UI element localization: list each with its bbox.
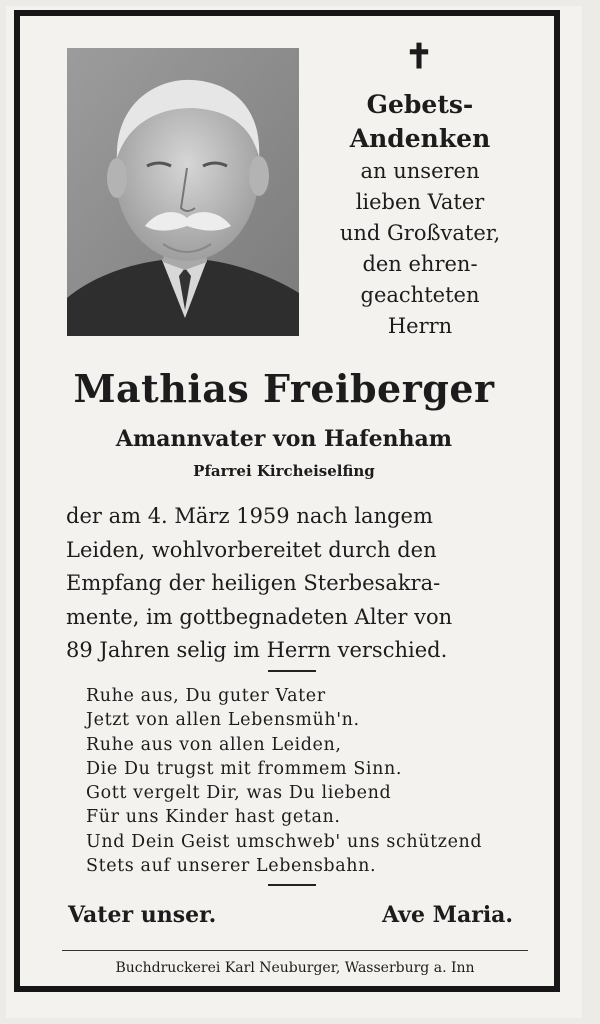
poem-line: Und Dein Geist umschweb' uns schützend: [86, 831, 483, 852]
death-notice-text: [66, 500, 526, 668]
header-line: Andenken: [349, 124, 491, 153]
poem-line: Stets auf unserer Lebensbahn.: [86, 856, 377, 877]
poem-line: Ruhe aus von allen Leiden,: [86, 734, 342, 755]
header-line: geachteten: [360, 283, 480, 307]
header-line: Herrn: [387, 314, 453, 338]
poem-line: Jetzt von allen Lebensmüh'n.: [86, 710, 360, 731]
header-line: an unseren: [360, 159, 480, 183]
poem-line: Für uns Kinder hast getan.: [86, 807, 341, 828]
poem-line: Die Du trugst mit frommem Sinn.: [86, 758, 403, 779]
memorial-card: [6, 6, 582, 1018]
memorial-poem: [86, 684, 536, 878]
header-line: und Großvater,: [339, 221, 501, 245]
header-line: Gebets-: [366, 90, 474, 119]
footer-rule: [62, 950, 528, 951]
poem-line: Ruhe aus, Du guter Vater: [86, 686, 326, 706]
notice-line: Leiden, wohlvorbereitet durch den: [66, 537, 437, 562]
printer-imprint: Buchdruckerei Karl Neuburger, Wasserburg a. Inn: [115, 960, 475, 976]
prayer-header: [306, 88, 534, 342]
deceased-title: Amannvater von Hafenham: [115, 426, 453, 452]
notice-line: Empfang der heiligen Sterbesakra-: [66, 571, 441, 595]
portrait-photo: [67, 48, 299, 336]
closing-prayer-right: Ave Maria.: [382, 902, 514, 928]
header-line: lieben Vater: [355, 190, 485, 214]
header-line: den ehren-: [362, 252, 478, 276]
notice-line: der am 4. März 1959 nach langem: [66, 504, 433, 528]
poem-line: Gott vergelt Dir, was Du liebend: [86, 783, 392, 804]
notice-line: 89 Jahren selig im Herrn verschied.: [66, 638, 448, 662]
cross-icon: ✝: [404, 37, 434, 77]
closing-prayer-left: Vater unser.: [68, 902, 217, 928]
notice-line: mente, im gottbegnadeten Alter von: [66, 604, 453, 629]
separator-rule: [268, 884, 316, 886]
parish-name: Pfarrei Kircheiselfing: [193, 462, 375, 480]
deceased-name: Mathias Freiberger: [73, 366, 495, 411]
separator-rule: [268, 670, 316, 672]
